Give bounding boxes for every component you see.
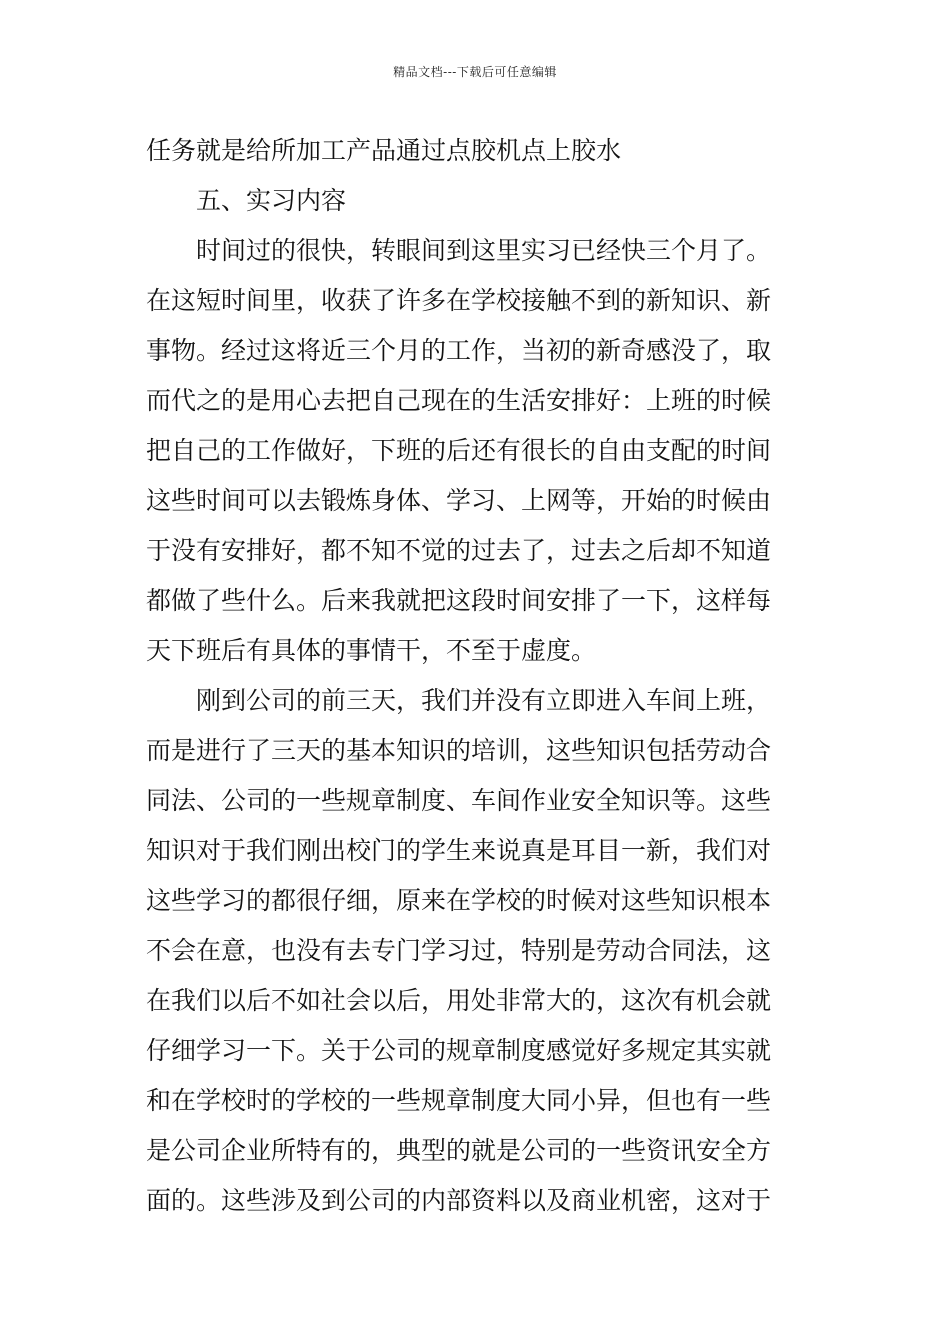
- text-line: 这些学习的都很仔细，原来在学校的时候对这些知识根本: [146, 886, 772, 915]
- text-line: 是公司企业所特有的，典型的就是公司的一些资讯安全方: [146, 1136, 772, 1165]
- text-line: 这些时间可以去锻炼身体、学习、上网等，开始的时候由: [146, 486, 772, 515]
- text-line: 面的。这些涉及到公司的内部资料以及商业机密，这对于: [146, 1186, 772, 1215]
- text-line: 不会在意，也没有去专门学习过，特别是劳动合同法，这: [146, 936, 772, 965]
- text-line: 任务就是给所加工产品通过点胶机点上胶水: [146, 136, 622, 165]
- text-line: 而是进行了三天的基本知识的培训，这些知识包括劳动合: [146, 736, 772, 765]
- text-line: 和在学校时的学校的一些规章制度大同小异，但也有一些: [146, 1086, 772, 1115]
- text-line: 天下班后有具体的事情干，不至于虚度。: [146, 636, 597, 665]
- text-line: 知识对于我们刚出校门的学生来说真是耳目一新，我们对: [146, 836, 772, 865]
- text-line: 同法、公司的一些规章制度、车间作业安全知识等。这些: [146, 786, 772, 815]
- text-line: 而代之的是用心去把自己现在的生活安排好：上班的时候: [146, 386, 772, 415]
- text-line: 事物。经过这将近三个月的工作，当初的新奇感没了，取: [146, 336, 772, 365]
- text-line: 都做了些什么。后来我就把这段时间安排了一下，这样每: [146, 586, 772, 615]
- page-header: 精品文档---下载后可任意编辑: [393, 65, 557, 79]
- text-line: 刚到公司的前三天，我们并没有立即进入车间上班，: [196, 686, 772, 715]
- section-heading: 五、实习内容: [196, 186, 347, 215]
- text-line: 在这短时间里，收获了许多在学校接触不到的新知识、新: [146, 286, 772, 315]
- text-line: 时间过的很快，转眼间到这里实习已经快三个月了。: [196, 236, 772, 265]
- text-line: 于没有安排好，都不知不觉的过去了，过去之后却不知道: [146, 536, 772, 565]
- text-line: 把自己的工作做好，下班的后还有很长的自由支配的时间: [146, 436, 772, 465]
- text-line: 在我们以后不如社会以后，用处非常大的，这次有机会就: [146, 986, 772, 1015]
- text-line: 仔细学习一下。关于公司的规章制度感觉好多规定其实就: [146, 1036, 772, 1065]
